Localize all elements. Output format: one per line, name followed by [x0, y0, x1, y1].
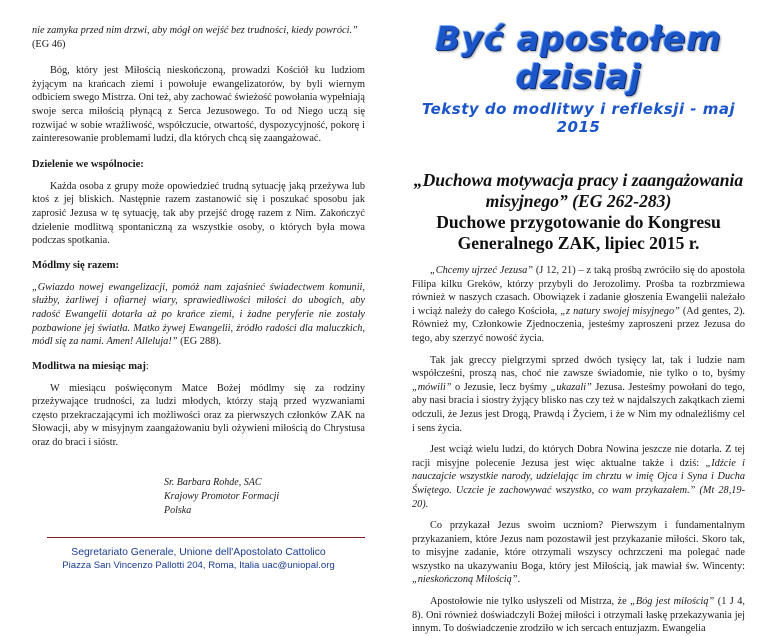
quote-missionary: „z natury swojej misyjnego”	[560, 305, 680, 317]
text-span: Tak jak greccy pielgrzymi sprzed dwóch tysięcy lat, tak i ludzie nam współcześni, proszą nas, choć nie zawsze świadomie, nie tylko o to, byśmy	[412, 354, 745, 380]
footer-organization: Segretariato Generale, Unione dell'Apostolato Cattolico	[71, 546, 326, 558]
intro-quote: nie zamyka przed nim drzwi, aby mógł on wejść bez trudności, kiedy powróci.”	[32, 25, 358, 36]
quote-want-to-see: „Chcemy ujrzeć Jezusa”	[430, 265, 533, 276]
paragraph-pilgrims	[412, 354, 745, 436]
quote-god-is-love: „Bóg jest miłością”	[630, 596, 715, 608]
quote-show: „ukazali”	[550, 381, 592, 393]
text-span: Apostołowie nie tylko usłyszeli od Mistrza, że	[430, 596, 631, 608]
text-span: (Ad gentes, 2). Również my, Członkowie Zjednoczenia, jesteśmy zaproszeni przez Jezusa do tego, aby szerzyć nowość życia.	[412, 305, 745, 344]
heading-month-colon: :	[145, 360, 149, 372]
paragraph-apostles	[412, 595, 745, 636]
quote-infinite-love: „nieskończoną Miłością”	[412, 574, 518, 586]
text-span: o Jezusie, lecz byśmy	[451, 381, 551, 393]
text-span: (J 12, 21) – z taką prośbą zwróciło się do apostoła Filipa kilku Greków, którzy przybyli do Jerozolimy. Prośba ta rozbrzmiewa również w naszych czasach. Obowiązek i zadanie głoszenia Ewangelii należało i wciąż należy do całego Kościoła,	[412, 265, 745, 317]
footer-address: Piazza San Vincenzo Pallotti 204, Roma, Italia uac@uniopal.org	[62, 559, 335, 571]
paragraph-commandment	[412, 519, 745, 587]
heading-sharing: Dzielenie we wspólnocie:	[32, 158, 144, 170]
signature-role: Krajowy Promotor Formacji	[164, 490, 280, 502]
paragraph-mission-command	[412, 443, 745, 511]
document-subtitle: Duchowe przygotowanie do Kongresu Generalnego ZAK, lipiec 2015 r.	[436, 212, 721, 253]
prayer-text: „Gwiazdo nowej ewangelizacji, pomóż nam zajaśnieć świadectwem komunii, służby, żarliwej i ofiarnej wiary, sprawiedliwości miłości do ubogich, aby radość Ewangelii dotarła aż po krańce ziemi, i żadne peryferie nie zostały pozbawione jej światła. Matko żywej Ewangelii, źródło radości dla maluczkich, módl się za nami. Amen! Alleluja!”	[32, 281, 365, 348]
signature-name: Sr. Barbara Rohde, SAC	[164, 476, 262, 488]
banner-subtitle: Teksty do modlitwy i refleksji - maj 2015	[421, 100, 736, 136]
paragraph-sharing: Każda osoba z grupy może opowiedzieć trudną sytuację jaką przeżywa lub ktoś z jej bliskich. Następnie razem zastanowić się i poszukać sposobu jak zaprosić Jezusa w tę sytuację, tak aby przejść drogę razem z Nim. Zakończyć dzielenie modlitwą spontaniczną za wszystkie osoby, o których była mowa podczas spotkania.	[32, 180, 365, 247]
text-span: (1 J 4, 8). Oni również doświadczyli Bożej miłości i otrzymali łaskę przekazywania jej innym. To doświadczenie zrodziło w ich sercach entuzjazm. Ewangelia	[412, 596, 745, 635]
banner-title: Być apostołem dzisiaj	[435, 19, 722, 96]
footer-rule	[47, 537, 365, 538]
document-title: „Duchowa motywacja pracy i zaangażowania misyjnego” (EG 262-283)	[413, 170, 744, 211]
right-column	[412, 0, 745, 636]
heading-month-label: Modlitwa na miesiąc maj	[32, 360, 146, 372]
paragraph-month: W miesiącu poświęconym Matce Bożej módlmy się za rodziny przeżywające trudności, za ludzi młodych, którzy stają przed wyzwaniami często przekraczającymi ich możliwości oraz za pierwszych członków ZAK na Słowacji, aby w misyjnym zaangażowaniu byli ożywieni miłością do Chrystusa oraz do braci i sióstr.	[32, 382, 365, 449]
prayer-paragraph	[32, 281, 365, 349]
paragraph-love: Bóg, który jest Miłością nieskończoną, prowadzi Kościół ku ludziom żyjącym na krańcach ziemi i powołuje ewangelizatorów, by byli wiernym odbiciem swego Mistrza. Oni też, aby zachować świeżość powołania wypełniają swoje serca miłością płynącą z Serca Jezusowego. To od Niego uczą się rozwijać w sobie wrażliwość, współczucie, otwartość, dyspozycyjność, pokorę i zainteresowanie problemami ludzi, dla których chcą się zaangażować.	[32, 65, 365, 145]
text-span: Co przykazał Jezus swoim uczniom? Pierwszym i fundamentalnym przykazaniem, które Jezus nam pozostawił jest przykazanie miłości. Skoro tak, to misyjne zadanie, które otrzymali wszyscy ochrzczeni ma polegać nade wszystko na ukazywaniu Boga, który jest Miłością, jak mawiał św. Wincenty:	[412, 520, 745, 572]
quote-go-and-teach: „Idźcie i nauczajcie wszystkie narody, udzielając im chrztu w imię Ojca i Syna i Ducha Świętego. Uczcie je zachowywać wszystko, co wam przykazałem.” (Mt 28,19-20).	[412, 457, 746, 510]
left-column	[32, 0, 365, 572]
heading-prayer: Módlmy się razem:	[32, 259, 120, 271]
text-span: Jezusa. Jesteśmy powołani do tego, aby nasi bracia i siostry żyjący blisko nas czy też w najdalszych zakątkach ziemi odczuli, że Jezus jest Drogą, Prawdą i Życiem, i że w Nim my odnaleźliśmy cel i sens życia.	[412, 381, 745, 434]
text-span: Jest wciąż wielu ludzi, do których Dobra Nowina jeszcze nie dotarła. Z tej racji misyjne polecenie Jezusa jest więc aktualne także i dziś:	[412, 444, 745, 469]
signature-block	[32, 476, 365, 518]
paragraph-want-to-see	[412, 264, 745, 346]
intro-ref: (EG 46)	[32, 38, 66, 50]
signature-country: Polska	[164, 504, 192, 516]
prayer-ref: (EG 288).	[180, 336, 222, 348]
quote-speak: „mówili”	[412, 381, 452, 393]
heading-month	[32, 360, 365, 374]
text-span: .	[517, 574, 521, 586]
